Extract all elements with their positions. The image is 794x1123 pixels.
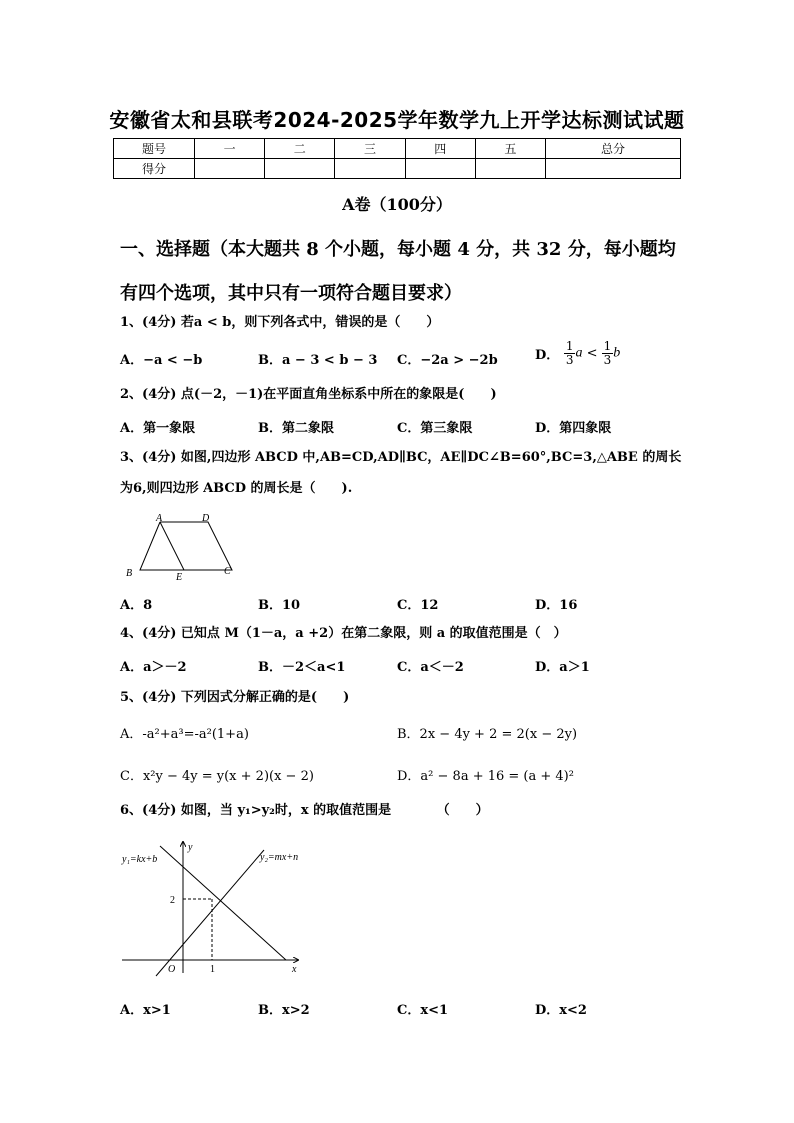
score-cell: 五 bbox=[475, 139, 545, 159]
option-a[interactable]: A．8 bbox=[120, 598, 153, 613]
score-cell: 一 bbox=[195, 139, 265, 159]
option-d[interactable]: D．第四象限 bbox=[535, 421, 612, 436]
score-input-cell[interactable] bbox=[405, 159, 475, 179]
score-input-cell[interactable] bbox=[195, 159, 265, 179]
score-table-score-row bbox=[114, 159, 681, 179]
question-stem: 2、(4分) 点(－2，－1)在平面直角坐标系中所在的象限是( ) bbox=[120, 387, 497, 402]
line-y2 bbox=[160, 846, 286, 960]
score-cell: 二 bbox=[265, 139, 335, 159]
score-cell: 三 bbox=[335, 139, 405, 159]
page-title: 安徽省太和县联考2024-2025学年数学九上开学达标测试试题 bbox=[109, 108, 685, 132]
label-b: B bbox=[126, 568, 133, 579]
label-x-axis: x bbox=[292, 964, 297, 975]
label-origin: O bbox=[168, 964, 176, 975]
option-b[interactable]: B．a − 3 < b − 3 bbox=[258, 353, 378, 368]
label-e: E bbox=[176, 572, 183, 583]
option-c[interactable]: C．12 bbox=[397, 598, 439, 613]
fraction-one-third: $\frac{1}{3}$ bbox=[565, 339, 574, 367]
quadrilateral-figure bbox=[120, 510, 240, 586]
option-b[interactable]: B．10 bbox=[258, 598, 301, 613]
option-d[interactable]: D． $\frac{1}{3}$ a < $\frac{1}{3}$ b bbox=[535, 339, 621, 367]
part-heading-line: 一、选择题（本大题共 8 个小题，每小题 4 分，共 32 分，每小题均 bbox=[120, 239, 676, 260]
label-c: C bbox=[224, 566, 231, 577]
label-a: A bbox=[156, 513, 163, 524]
score-cell: 四 bbox=[405, 139, 475, 159]
linear-functions-graph bbox=[118, 838, 318, 978]
option-a[interactable]: A．x>1 bbox=[120, 1003, 171, 1018]
score-cell: 总分 bbox=[546, 139, 681, 159]
part-heading-line: 有四个选项，其中只有一项符合题目要求） bbox=[120, 283, 462, 304]
option-d[interactable]: D．a² − 8a + 16 = (a + 4)² bbox=[397, 769, 574, 784]
score-table-header-row bbox=[114, 139, 681, 159]
score-input-cell[interactable] bbox=[335, 159, 405, 179]
label-y1: y₁=kx+b bbox=[122, 854, 158, 865]
part-heading bbox=[120, 228, 680, 316]
option-b[interactable]: B．2x − 4y + 2 = 2(x − 2y) bbox=[397, 727, 578, 742]
question-stem: 4、(4分) 已知点 M（1－a，a +2）在第二象限，则 a 的取值范围是（ ） bbox=[120, 626, 567, 641]
option-b[interactable]: B．x>2 bbox=[258, 1003, 310, 1018]
line-y1 bbox=[156, 850, 264, 976]
option-d-label: D． bbox=[535, 348, 560, 363]
label-d: D bbox=[202, 513, 210, 524]
score-cell: 题号 bbox=[114, 139, 195, 159]
option-a[interactable]: A．-a²+a³=-a²(1+a) bbox=[120, 727, 249, 742]
question-stem: 为6,则四边形 ABCD 的周长是（ ). bbox=[120, 481, 353, 496]
question-stem: 1、(4分) 若a < b，则下列各式中，错误的是（ ） bbox=[120, 315, 440, 330]
section-heading: A卷（100分） bbox=[342, 195, 452, 214]
score-table bbox=[113, 138, 681, 179]
option-b[interactable]: B．第二象限 bbox=[258, 421, 334, 436]
question-stem: 6、(4分) 如图，当 y₁>y₂时，x 的取值范围是 （ ） bbox=[120, 803, 489, 818]
option-d[interactable]: D．16 bbox=[535, 598, 578, 613]
score-input-cell[interactable] bbox=[475, 159, 545, 179]
option-a[interactable]: A．a＞－2 bbox=[120, 660, 187, 675]
score-input-cell[interactable] bbox=[546, 159, 681, 179]
option-c[interactable]: C．−2a > −2b bbox=[397, 353, 498, 368]
option-d[interactable]: D．a＞1 bbox=[535, 660, 590, 675]
option-c[interactable]: C．a＜－2 bbox=[397, 660, 464, 675]
option-d[interactable]: D．x<2 bbox=[535, 1003, 587, 1018]
option-a[interactable]: A．第一象限 bbox=[120, 421, 196, 436]
fraction-one-third: $\frac{1}{3}$ bbox=[603, 339, 612, 367]
label-y-2: 2 bbox=[170, 895, 175, 906]
option-c[interactable]: C．第三象限 bbox=[397, 421, 473, 436]
option-a[interactable]: A．−a < −b bbox=[120, 353, 203, 368]
option-c[interactable]: C．x<1 bbox=[397, 1003, 449, 1018]
score-cell: 得分 bbox=[114, 159, 195, 179]
option-c[interactable]: C．x²y − 4y = y(x + 2)(x − 2) bbox=[120, 769, 314, 784]
label-y2: y₂=mx+n bbox=[260, 852, 299, 863]
label-x-1: 1 bbox=[210, 964, 215, 975]
score-input-cell[interactable] bbox=[265, 159, 335, 179]
question-stem: 5、(4分) 下列因式分解正确的是( ) bbox=[120, 690, 350, 705]
label-y-axis: y bbox=[188, 842, 193, 853]
question-stem: 3、(4分) 如图,四边形 ABCD 中,AB=CD,AD∥BC，AE∥DC∠B=60°,BC=3,△ABE 的周长 bbox=[120, 450, 682, 465]
option-b[interactable]: B．－2＜a<1 bbox=[258, 660, 346, 675]
